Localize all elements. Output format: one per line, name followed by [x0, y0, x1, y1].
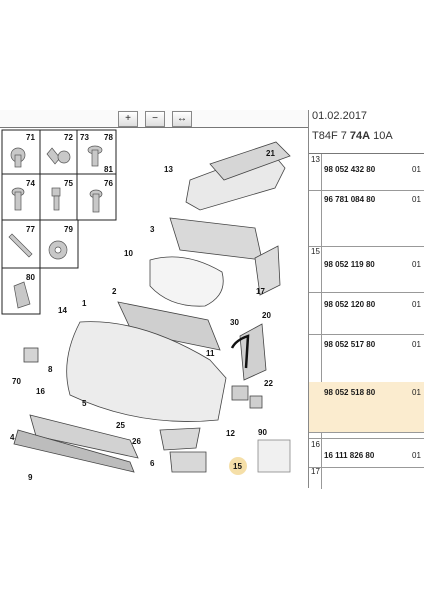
table-row[interactable] [309, 438, 424, 468]
parts-table [309, 153, 424, 489]
part-number[interactable]: 98 052 518 80 [324, 388, 376, 397]
callout-79[interactable]: 79 [64, 225, 73, 234]
callout-1[interactable]: 1 [82, 299, 87, 308]
callout-21[interactable]: 21 [266, 149, 275, 158]
quantity: 01 [412, 260, 421, 269]
callout-74[interactable]: 74 [26, 179, 35, 188]
part-number[interactable]: 16 111 826 80 [324, 451, 375, 460]
table-row[interactable] [309, 466, 424, 488]
callout-15[interactable]: 15 [233, 462, 242, 471]
callout-78[interactable]: 78 [104, 133, 113, 142]
callout-12[interactable]: 12 [226, 429, 235, 438]
quantity: 01 [412, 388, 421, 397]
callout-6[interactable]: 6 [150, 459, 155, 468]
row-ref: 16 [311, 440, 320, 449]
callout-16[interactable]: 16 [36, 387, 45, 396]
callout-4[interactable]: 4 [10, 433, 15, 442]
code-suffix: 10A [370, 130, 393, 142]
parts-drawing [0, 110, 308, 488]
row-ref: 13 [311, 155, 320, 164]
zoom-in-button[interactable]: + [118, 111, 138, 127]
table-row[interactable] [309, 246, 424, 293]
callout-71[interactable]: 71 [26, 133, 35, 142]
callout-14[interactable]: 14 [58, 306, 67, 315]
callout-25[interactable]: 25 [116, 421, 125, 430]
table-row[interactable] [309, 154, 424, 191]
code-prefix: T84F 7 [312, 130, 350, 142]
zoom-fit-button[interactable]: ↔ [172, 111, 192, 127]
part-number[interactable]: 98 052 119 80 [324, 260, 375, 269]
callout-80[interactable]: 80 [26, 273, 35, 282]
callout-26[interactable]: 26 [132, 437, 141, 446]
callout-10[interactable]: 10 [124, 249, 133, 258]
table-row[interactable] [309, 334, 424, 383]
quantity: 01 [412, 340, 421, 349]
callout-22[interactable]: 22 [264, 379, 273, 388]
quantity: 01 [412, 451, 421, 460]
callout-17[interactable]: 17 [256, 287, 265, 296]
part-number[interactable]: 98 052 517 80 [324, 340, 376, 349]
zoom-out-button[interactable]: − [145, 111, 165, 127]
part-number[interactable]: 98 052 432 80 [324, 165, 376, 174]
callout-8[interactable]: 8 [48, 365, 53, 374]
row-ref: 15 [311, 247, 320, 256]
table-row[interactable] [309, 190, 424, 247]
table-row-selected[interactable] [309, 382, 424, 433]
callout-5[interactable]: 5 [82, 399, 87, 408]
callout-81[interactable]: 81 [104, 165, 113, 174]
callout-20[interactable]: 20 [262, 311, 271, 320]
quantity: 01 [412, 165, 421, 174]
table-row[interactable] [309, 292, 424, 335]
callout-73[interactable]: 73 [80, 133, 89, 142]
exploded-diagram [0, 110, 309, 488]
callout-76[interactable]: 76 [104, 179, 113, 188]
callout-30[interactable]: 30 [230, 318, 239, 327]
callout-11[interactable]: 11 [206, 349, 215, 358]
part-number[interactable]: 98 052 120 80 [324, 300, 376, 309]
code-bold: 74A [349, 130, 371, 142]
fastener-icons [9, 146, 102, 308]
quantity: 01 [412, 195, 421, 204]
callout-70[interactable]: 70 [12, 377, 21, 386]
callout-75[interactable]: 75 [64, 179, 73, 188]
callout-2[interactable]: 2 [112, 287, 117, 296]
callout-72[interactable]: 72 [64, 133, 73, 142]
quantity: 01 [412, 300, 421, 309]
callout-77[interactable]: 77 [26, 225, 35, 234]
row-ref: 17 [311, 467, 320, 476]
callout-3[interactable]: 3 [150, 225, 155, 234]
part-number[interactable]: 96 781 084 80 [324, 195, 376, 204]
publication-date: 01.02.2017 [312, 110, 368, 122]
callout-90[interactable]: 90 [258, 428, 267, 437]
callout-13[interactable]: 13 [164, 165, 173, 174]
callout-9[interactable]: 9 [28, 473, 33, 482]
